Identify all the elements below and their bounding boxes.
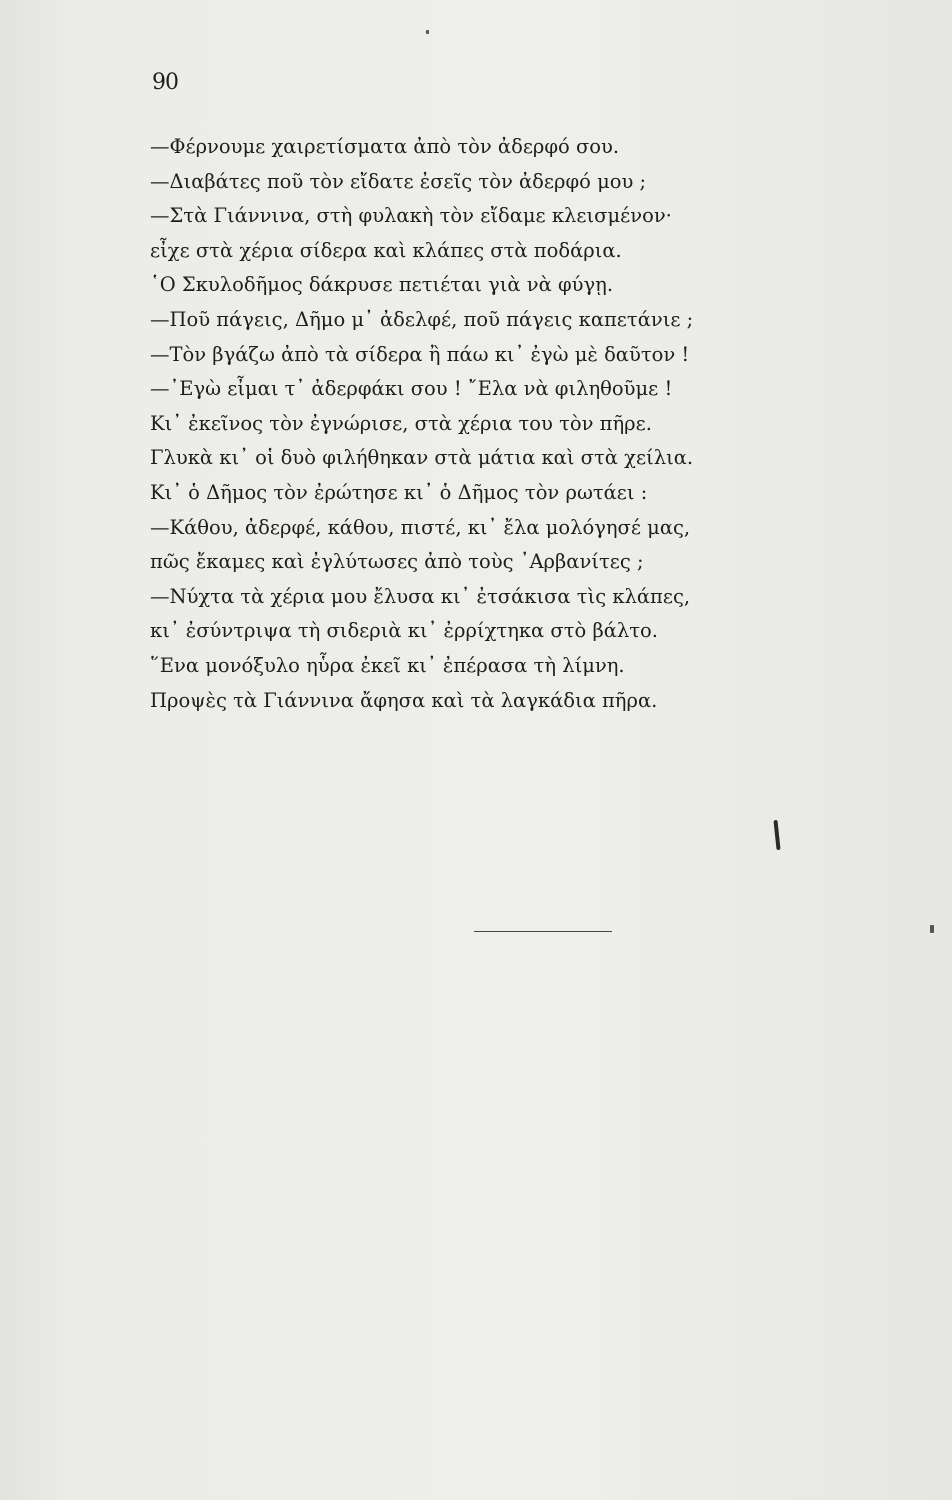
show-through-heading [210, 1092, 223, 1132]
section-divider [474, 931, 612, 932]
poem-line: —᾽Εγὼ εἶμαι τ᾽ ἀδερφάκι σου ! ῎Ελα νὰ φιληθοῦμε ! [150, 377, 673, 401]
poem-line: —Διαβάτες ποῦ τὸν εἴδατε ἐσεῖς τὸν ἀδερφό μου ; [150, 169, 647, 193]
poem-line: —Φέρνουμε χαιρετίσματα ἀπὸ τὸν ἀδερφό σου. [150, 135, 620, 158]
ink-speck [930, 925, 934, 933]
poem-line: ῾Ο Σκυλοδῆμος δάκρυσε πετιέται γιὰ νὰ φύγῃ. [150, 273, 614, 297]
poem-text [150, 130, 850, 718]
poem-line: Γλυκὰ κι᾽ οἱ δυὸ φιλήθηκαν στὰ μάτια καὶ στὰ χείλια. [150, 446, 694, 470]
poem-line: Κι᾽ ὁ Δῆμος τὸν ἐρώτησε κι᾽ ὁ Δῆμος τὸν ρωτάει : [150, 480, 648, 504]
poem-line: πῶς ἔκαμες καὶ ἐγλύτωσες ἀπὸ τοὺς ᾽Αρβανίτες ; [150, 550, 644, 574]
ink-mark [773, 820, 780, 850]
poem-line: ῞Ενα μονόξυλο ηὗρα ἐκεῖ κι᾽ ἐπέρασα τὴ λίμνη. [150, 653, 625, 677]
poem-line: —Νύχτα τὰ χέρια μου ἔλυσα κι᾽ ἐτσάκισα τὶς κλάπες, [150, 584, 691, 608]
poem-line: Κι᾽ ἐκεῖνος τὸν ἐγνώρισε, στὰ χέρια του τὸν πῆρε. [150, 411, 652, 435]
poem-line: κι᾽ ἐσύντριψα τὴ σιδεριὰ κι᾽ ἐρρίχτηκα στὸ βάλτο. [150, 619, 658, 643]
poem-line: —Στὰ Γιάννινα, στὴ φυλακὴ τὸν εἴδαμε κλεισμένον· [150, 204, 672, 228]
ink-speck [426, 30, 429, 34]
poem-line: Προψὲς τὰ Γιάννινα ἄφησα καὶ τὰ λαγκάδια πῆρα. [150, 688, 658, 712]
page-number: 90 [152, 70, 178, 95]
poem-line: —Τὸν βγάζω ἀπὸ τὰ σίδερα ἢ πάω κι᾽ ἐγὼ μὲ δαῦτον ! [150, 342, 690, 366]
poem-line: εἶχε στὰ χέρια σίδερα καὶ κλάπες στὰ ποδάρια. [150, 238, 622, 262]
poem-line: —Ποῦ πάγεις, Δῆμο μ᾽ ἀδελφέ, ποῦ πάγεις καπετάνιε ; [150, 307, 694, 331]
poem-line: —Κάθου, ἀδερφέ, κάθου, πιστέ, κι᾽ ἔλα μολόγησέ μας, [150, 515, 691, 539]
